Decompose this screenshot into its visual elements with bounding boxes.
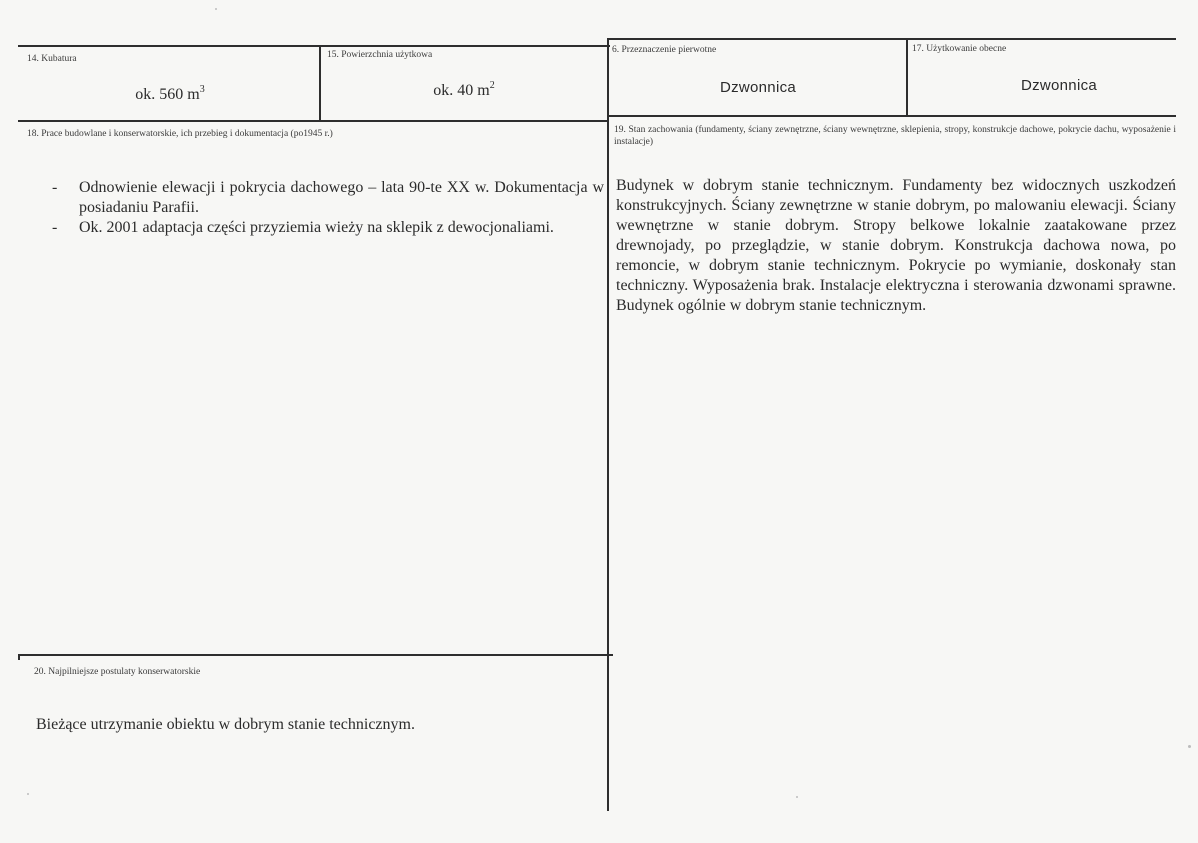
top-border-left xyxy=(18,45,610,47)
kubatura-unit-exponent: 3 xyxy=(199,84,205,95)
uzytkowanie-label: 17. Użytkowanie obecne xyxy=(912,44,1007,54)
list-item xyxy=(30,218,604,238)
kubatura-value xyxy=(22,86,318,104)
divider-center xyxy=(607,38,609,811)
top-border-right xyxy=(608,38,1176,40)
stan-text: Budynek w dobrym stanie technicznym. Fundamenty bez widocznych uszkodzeń konstrukcyjnych. Ściany zewnętrzne w stanie dobrym, po malowaniu elewacji. Ściany wewnętrzne w stanie dobrym. Stropy belkowe lokalnie zaatakowane przez drewnojady, po przeglądzie, w stanie dobrym. Konstrukcja dachowa nowa, po remoncie, w dobrym stanie technicznym. Pokrycie po wymianie, doskonały stan techniczny. Wyposażenia brak. Instalacje elektryczna i sterowania dzwonami sprawne. Budynek ogólnie w dobrym stanie technicznym. xyxy=(616,177,1176,314)
row1-bottom-left xyxy=(18,120,608,122)
przeznaczenie-value: Dzwonnica xyxy=(719,79,797,96)
powierzchnia-label: 15. Powierzchnia użytkowa xyxy=(327,50,433,60)
prace-list xyxy=(30,178,604,238)
przeznaczenie-label: 6. Przeznaczenie pierwotne xyxy=(612,45,717,55)
dash-bullet: - xyxy=(52,179,58,196)
list-item xyxy=(30,178,604,218)
prace-item-text: Odnowienie elewacji i pokrycia dachowego – lata 90-te XX w. Dokumentacja w posiadaniu Parafii. xyxy=(79,179,604,216)
divider-przeznaczenie-uzytkowanie xyxy=(906,38,908,116)
prace-label: 18. Prace budowlane i konserwatorskie, ich przebieg i dokumentacja (po1945 r.) xyxy=(27,129,333,139)
postulaty-label: 20. Najpilniejsze postulaty konserwatorskie xyxy=(34,667,201,677)
row1-bottom-right xyxy=(608,115,1176,117)
scan-speck xyxy=(27,793,29,795)
uzytkowanie-value: Dzwonnica xyxy=(1020,77,1098,94)
kubatura-value-text: ok. 560 m xyxy=(135,86,200,103)
stan-label: 19. Stan zachowania (fundamenty, ściany zewnętrzne, ściany wewnętrzne, sklepienia, stropy, konstrukcje dachowe, pokrycie dachu, wyposażenie i instalacje) xyxy=(614,125,1176,147)
dash-bullet: - xyxy=(52,219,58,236)
powierzchnia-value-text: ok. 40 m xyxy=(433,82,490,99)
divider-kubatura-powierzchnia xyxy=(319,45,321,121)
scan-speck xyxy=(1188,745,1191,748)
powierzchnia-unit-exponent: 2 xyxy=(489,80,495,91)
kubatura-label: 14. Kubatura xyxy=(27,54,77,64)
prace-item-text: Ok. 2001 adaptacja części przyziemia wieży na sklepik z dewocjonaliami. xyxy=(79,219,554,236)
left-edge-bottom xyxy=(18,654,20,660)
postulaty-text: Bieżące utrzymanie obiektu w dobrym stanie technicznym. xyxy=(36,716,415,733)
section18-bottom xyxy=(18,654,613,656)
scan-speck xyxy=(215,8,217,10)
powierzchnia-value xyxy=(322,82,606,100)
scan-speck xyxy=(796,796,798,798)
